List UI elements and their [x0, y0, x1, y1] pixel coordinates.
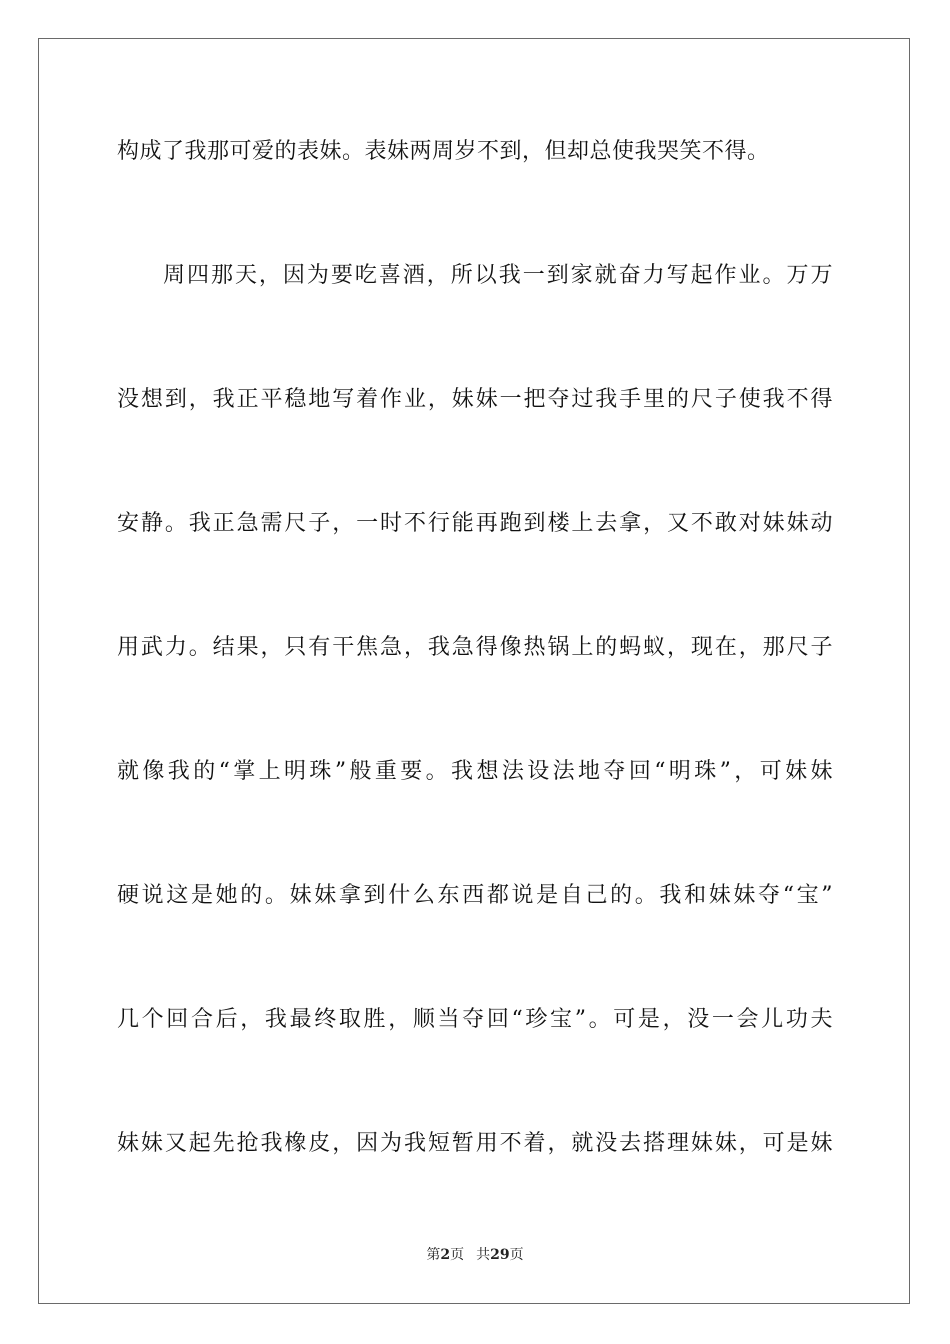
page-prefix: 第	[426, 1247, 441, 1263]
page-number: 2	[440, 1247, 451, 1263]
text-line: 妹妹又起先抢我橡皮，因为我短暂用不着，就没去搭理妹妹，可是妹	[117, 1131, 833, 1156]
total-prefix: 共	[476, 1247, 491, 1263]
total-pages: 29	[490, 1247, 510, 1263]
text-line: 就像我的“掌上明珠”般重要。我想法设法地夺回“明珠”，可妹妹	[117, 759, 833, 784]
text-line: 没想到，我正平稳地写着作业，妹妹一把夺过我手里的尺子使我不得	[117, 387, 833, 412]
text-line: 构成了我那可爱的表妹。表妹两周岁不到，但却总使我哭笑不得。	[117, 139, 770, 164]
page-suffix: 页	[450, 1247, 465, 1263]
text-line: 几个回合后，我最终取胜，顺当夺回“珍宝”。可是，没一会儿功夫	[117, 1007, 833, 1032]
page-footer	[0, 1246, 950, 1264]
total-suffix: 页	[509, 1247, 524, 1263]
text-line: 硬说这是她的。妹妹拿到什么东西都说是自己的。我和妹妹夺“宝”	[117, 883, 833, 908]
paragraph-first-line: 周四那天，因为要吃喜酒，所以我一到家就奋力写起作业。万万	[163, 263, 833, 288]
text-line: 安静。我正急需尺子，一时不行能再跑到楼上去拿，又不敢对妹妹动	[117, 511, 833, 536]
text-line: 用武力。结果，只有干焦急，我急得像热锅上的蚂蚁，现在，那尺子	[117, 635, 833, 660]
page-border	[38, 38, 910, 1304]
